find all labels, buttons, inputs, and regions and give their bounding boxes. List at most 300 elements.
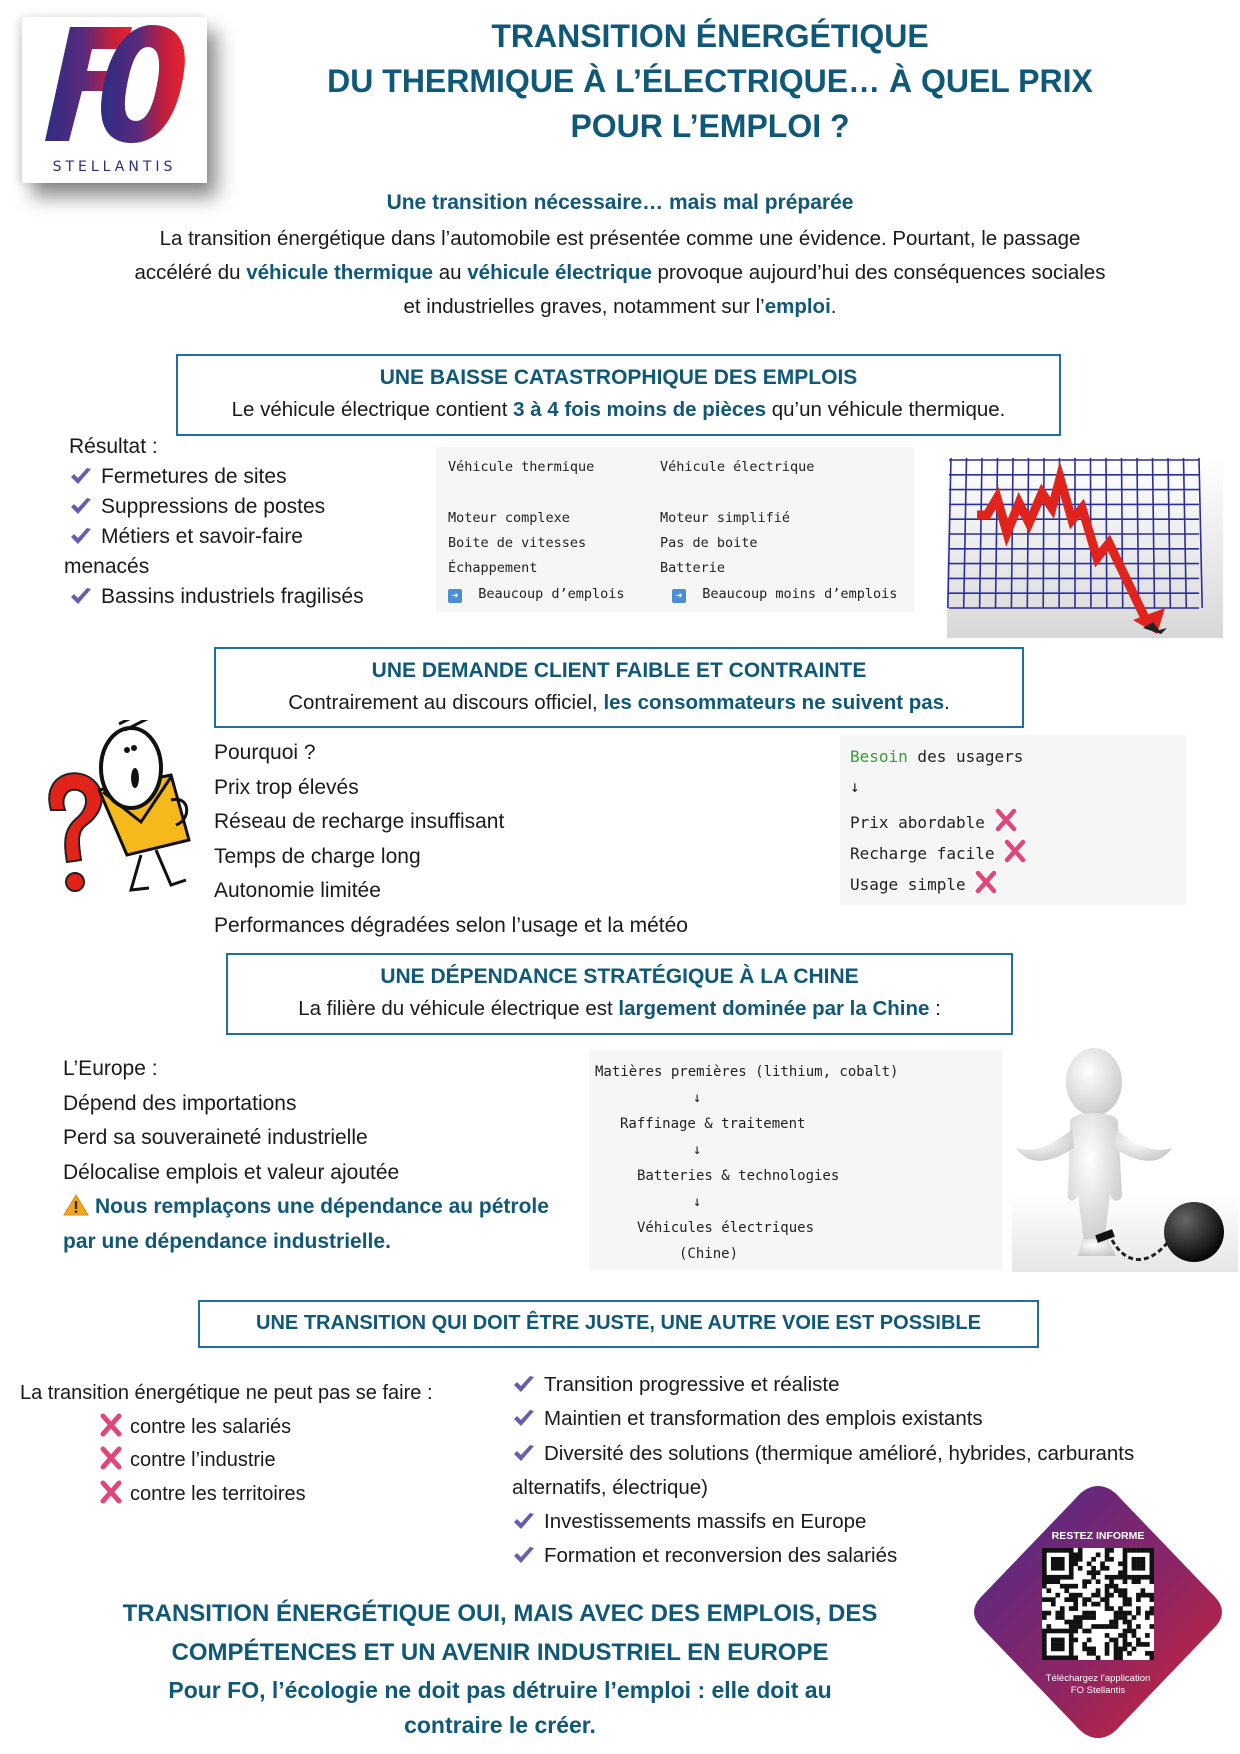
reasons-item: Autonomie limitée [214, 879, 381, 902]
qr-module [1105, 1575, 1110, 1580]
qr-module [1105, 1588, 1110, 1593]
qr-module [1096, 1602, 1101, 1607]
qr-module [1150, 1597, 1154, 1602]
qr-module [1150, 1606, 1154, 1611]
qr-module [1096, 1593, 1101, 1598]
qr-module [1118, 1651, 1123, 1656]
results-label: Résultat : [69, 435, 158, 458]
qr-module [1046, 1548, 1051, 1553]
qr-module [1114, 1651, 1119, 1656]
qr-module [1123, 1597, 1128, 1602]
qr-module [1064, 1620, 1069, 1625]
qr-module [1118, 1561, 1123, 1566]
qr-module [1055, 1575, 1060, 1580]
qr-module [1105, 1642, 1110, 1647]
qr-module [1051, 1579, 1056, 1584]
europe-item: Perd sa souveraineté industrielle [63, 1126, 368, 1149]
qr-module [1055, 1561, 1060, 1566]
qr-module [1051, 1642, 1056, 1647]
qr-module [1055, 1642, 1060, 1647]
qr-module [1105, 1633, 1110, 1638]
qr-module [1073, 1552, 1078, 1557]
highlight-fewer-parts: 3 à 4 fois moins de pièces [513, 398, 767, 421]
qr-module [1064, 1629, 1069, 1634]
qr-module [1114, 1584, 1119, 1589]
qr-module [1132, 1633, 1137, 1638]
qr-module [1123, 1629, 1128, 1634]
qr-module [1118, 1611, 1123, 1616]
qr-module [1127, 1629, 1132, 1634]
against-item [20, 1444, 500, 1478]
qr-module [1114, 1656, 1119, 1660]
qr-module [1069, 1593, 1074, 1598]
qr-module [1105, 1557, 1110, 1562]
qr-module [1087, 1561, 1092, 1566]
qr-module [1069, 1656, 1074, 1660]
qr-module [1141, 1575, 1146, 1580]
reasons-item: Temps de charge long [214, 844, 421, 868]
chain-step: Batteries & technologies [637, 1168, 840, 1184]
section-just-transition-heading: UNE TRANSITION QUI DOIT ÊTRE JUSTE, UNE AUTRE VOIE EST POSSIBLE [256, 1312, 981, 1334]
qr-module [1069, 1647, 1074, 1652]
comparison-col1-item: Boite de vitesses [448, 535, 587, 551]
qr-module [1069, 1548, 1074, 1553]
qr-module [1042, 1642, 1047, 1647]
qr-module [1064, 1548, 1069, 1553]
comparison-col2-item: Moteur simplifié [660, 510, 791, 526]
qr-module [1123, 1633, 1128, 1638]
qr-module [1096, 1624, 1101, 1629]
qr-module [1069, 1642, 1074, 1647]
qr-module [1055, 1638, 1060, 1643]
qr-module [1051, 1557, 1056, 1562]
qr-module [1118, 1647, 1123, 1652]
qr-module [1150, 1611, 1154, 1616]
qr-module [1055, 1611, 1060, 1616]
qr-module [1082, 1579, 1087, 1584]
sub-text: qu’un véhicule thermique. [766, 398, 1006, 421]
qr-module [1060, 1647, 1065, 1652]
qr-module [1145, 1575, 1150, 1580]
reasons-item: Performances dégradées selon l’usage et la météo [214, 913, 688, 937]
qr-module [1136, 1593, 1141, 1598]
qr-module [1118, 1633, 1123, 1638]
qr-module [1114, 1615, 1119, 1620]
qr-module [1078, 1615, 1083, 1620]
qr-module [1109, 1593, 1114, 1598]
qr-module [1042, 1656, 1047, 1660]
qr-module [1064, 1575, 1069, 1580]
qr-module [1064, 1656, 1069, 1660]
qr-module [1118, 1575, 1123, 1580]
qr-module [1109, 1548, 1114, 1553]
intro-line-2 [60, 256, 1180, 290]
qr-module [1150, 1651, 1154, 1656]
qr-module [1141, 1642, 1146, 1647]
qr-code-icon[interactable] [1042, 1548, 1154, 1660]
qr-module [1105, 1584, 1110, 1589]
qr-module [1060, 1611, 1065, 1616]
qr-module [1042, 1566, 1047, 1571]
qr-module [1073, 1602, 1078, 1607]
qr-module [1127, 1602, 1132, 1607]
arrow-down-icon: ↓ [693, 1194, 702, 1210]
qr-module [1136, 1548, 1141, 1553]
qr-module [1105, 1647, 1110, 1652]
checkmark-icon [512, 1511, 536, 1531]
qr-module [1087, 1570, 1092, 1575]
qr-module [1100, 1624, 1105, 1629]
qr-module [1042, 1584, 1047, 1589]
comparison-col1-result [448, 586, 625, 603]
closing-line-2: COMPÉTENCES ET UN AVENIR INDUSTRIEL EN EUROPE [171, 1639, 829, 1666]
qr-module [1105, 1597, 1110, 1602]
arrow-down-icon: ↓ [693, 1142, 702, 1158]
qr-module [1055, 1548, 1060, 1553]
qr-module [1123, 1647, 1128, 1652]
closing-line-3: Pour FO, l’écologie ne doit pas détruire l’emploi : elle doit au [168, 1677, 832, 1703]
qr-module [1087, 1638, 1092, 1643]
solution-text: Investissements massifs en Europe [544, 1510, 867, 1534]
qr-module [1042, 1651, 1047, 1656]
qr-module [1114, 1647, 1119, 1652]
sub-text: La filière du véhicule électrique est [298, 997, 619, 1020]
qr-module [1127, 1620, 1132, 1625]
qr-module [1042, 1615, 1047, 1620]
qr-module [1091, 1611, 1096, 1616]
qr-module [1073, 1624, 1078, 1629]
reasons-item: Réseau de recharge insuffisant [214, 810, 505, 833]
comparison-col2-header: Véhicule électrique [660, 459, 815, 475]
arrow-right-icon: ➜ [672, 589, 686, 603]
results-item [69, 492, 409, 522]
qr-module [1132, 1575, 1137, 1580]
qr-module [1150, 1579, 1154, 1584]
qr-module [1145, 1611, 1150, 1616]
intro-text: . [830, 295, 837, 318]
qr-module [1145, 1593, 1150, 1598]
europe-item: Délocalise emplois et valeur ajoutée [63, 1160, 400, 1184]
qr-module [1150, 1593, 1154, 1598]
arrow-down-icon: ↓ [693, 1090, 702, 1106]
qr-module [1073, 1629, 1078, 1634]
qr-module [1087, 1579, 1092, 1584]
qr-module [1114, 1638, 1119, 1643]
qr-module [1042, 1552, 1047, 1557]
chain-footer: (Chine) [679, 1246, 739, 1262]
sub-text: : [929, 997, 941, 1020]
needs-item [850, 870, 1005, 894]
intro-subtitle: Une transition nécessaire… mais mal préparée [386, 191, 854, 214]
user-needs-block [840, 735, 1186, 905]
qr-module [1082, 1629, 1087, 1634]
qr-module [1051, 1638, 1056, 1643]
results-item-text: Fermetures de sites [101, 465, 287, 488]
page-title-line-3: POUR L’EMPLOI ? [570, 108, 850, 144]
checkmark-icon [512, 1374, 536, 1394]
solution-item [512, 1368, 1232, 1402]
qr-module [1082, 1597, 1087, 1602]
warning-text: Nous remplaçons une dépendance au pétrole [95, 1195, 549, 1218]
qr-module [1136, 1597, 1141, 1602]
results-item [69, 582, 409, 612]
qr-module [1069, 1552, 1074, 1557]
qr-module [1105, 1593, 1110, 1598]
qr-module [1042, 1633, 1047, 1638]
intro-line-3 [60, 290, 1180, 324]
qr-module [1055, 1615, 1060, 1620]
needs-item-text: Usage simple [850, 875, 966, 894]
qr-module [1069, 1629, 1074, 1634]
cross-icon [1004, 839, 1026, 863]
qr-module [1087, 1611, 1092, 1616]
comparison-col1-item: Moteur complexe [448, 510, 570, 526]
europe-item: Dépend des importations [63, 1091, 297, 1115]
grid-line [1106, 458, 1107, 608]
qr-module [1060, 1656, 1065, 1660]
checkmark-icon [69, 526, 93, 546]
qr-module [1114, 1575, 1119, 1580]
solution-text: Transition progressive et réaliste [544, 1373, 840, 1396]
qr-module [1060, 1615, 1065, 1620]
qr-module [1109, 1557, 1114, 1562]
qr-module [1069, 1570, 1074, 1575]
qr-module [1091, 1651, 1096, 1656]
qr-module [1091, 1557, 1096, 1562]
qr-module [1073, 1593, 1078, 1598]
qr-module [1109, 1638, 1114, 1643]
qr-module [1132, 1561, 1137, 1566]
comparison-col2-item: Pas de boite [660, 535, 758, 551]
qr-module [1042, 1597, 1047, 1602]
closing-line-1: TRANSITION ÉNERGÉTIQUE OUI, MAIS AVEC DES EMPLOIS, DES [122, 1600, 878, 1627]
qr-module [1046, 1575, 1051, 1580]
qr-module [1082, 1615, 1087, 1620]
qr-module [1042, 1647, 1047, 1652]
qr-module [1073, 1638, 1078, 1643]
checkmark-icon [512, 1443, 536, 1463]
qr-module [1150, 1552, 1154, 1557]
qr-module [1100, 1566, 1105, 1571]
section-china-heading: UNE DÉPENDANCE STRATÉGIQUE À LA CHINE [380, 965, 859, 988]
qr-module [1042, 1548, 1047, 1553]
qr-module [1105, 1602, 1110, 1607]
qr-module [1096, 1579, 1101, 1584]
qr-module [1087, 1651, 1092, 1656]
against-item-text: contre les salariés [130, 1415, 292, 1438]
qr-module [1055, 1593, 1060, 1598]
needs-header-text: des usagers [907, 747, 1024, 766]
result-text: Beaucoup d’emplois [478, 586, 625, 602]
qr-module [1042, 1629, 1047, 1634]
qr-module [1060, 1548, 1065, 1553]
qr-module [1109, 1584, 1114, 1589]
qr-module [1087, 1615, 1092, 1620]
sub-text: . [944, 691, 950, 714]
qr-module [1091, 1593, 1096, 1598]
qr-module [1109, 1606, 1114, 1611]
results-item-text: Suppressions de postes [101, 495, 326, 518]
qr-module [1100, 1561, 1105, 1566]
qr-module [1141, 1588, 1146, 1593]
qr-module [1127, 1642, 1132, 1647]
against-item [20, 1478, 500, 1512]
arrow-right-icon: ➜ [448, 589, 462, 603]
qr-module [1150, 1570, 1154, 1575]
qr-module [1127, 1548, 1132, 1553]
qr-module [1060, 1561, 1065, 1566]
cross-icon [100, 1480, 122, 1504]
qr-module [1132, 1629, 1137, 1634]
qr-module [1069, 1566, 1074, 1571]
qr-module [1132, 1548, 1137, 1553]
qr-module [1073, 1606, 1078, 1611]
supply-chain-block [589, 1050, 1002, 1270]
closing-message [60, 1673, 940, 1743]
qr-badge-title: RESTEZ INFORME [1051, 1530, 1145, 1542]
qr-module [1078, 1620, 1083, 1625]
qr-module [1150, 1656, 1154, 1660]
qr-module [1042, 1611, 1047, 1616]
section-jobs-decline-heading: UNE BAISSE CATASTROPHIQUE DES EMPLOIS [379, 366, 858, 389]
needs-item-text: Prix abordable [850, 813, 985, 832]
qr-module [1069, 1620, 1074, 1625]
qr-module [1082, 1611, 1087, 1616]
qr-module [1141, 1548, 1146, 1553]
qr-module [1055, 1647, 1060, 1652]
qr-module [1123, 1579, 1128, 1584]
fo-stellantis-logo [22, 17, 207, 183]
reasons-list [214, 736, 774, 943]
qr-module [1105, 1552, 1110, 1557]
qr-module [1145, 1651, 1150, 1656]
qr-module [1109, 1579, 1114, 1584]
qr-badge[interactable] [966, 1480, 1230, 1744]
needs-item [850, 808, 1025, 832]
qr-module [1123, 1602, 1128, 1607]
qr-module [1042, 1638, 1047, 1643]
qr-module [1055, 1656, 1060, 1660]
qr-module [1051, 1575, 1056, 1580]
qr-module [1123, 1552, 1128, 1557]
ball-and-chain-figure-icon [1012, 1044, 1238, 1272]
qr-module [1118, 1570, 1123, 1575]
qr-module [1105, 1624, 1110, 1629]
qr-module [1105, 1566, 1110, 1571]
section-china-box [226, 953, 1013, 1035]
qr-module [1078, 1593, 1083, 1598]
qr-module [1091, 1602, 1096, 1607]
qr-module [1136, 1611, 1141, 1616]
qr-module [1046, 1656, 1051, 1660]
qr-module [1150, 1575, 1154, 1580]
qr-module [1123, 1557, 1128, 1562]
qr-module [1051, 1597, 1056, 1602]
qr-module [1091, 1615, 1096, 1620]
qr-module [1096, 1656, 1101, 1660]
cross-icon [100, 1446, 122, 1470]
qr-module [1109, 1620, 1114, 1625]
cross-icon [995, 808, 1017, 832]
warning-line-2: par une dépendance industrielle. [63, 1229, 391, 1253]
qr-module [1141, 1557, 1146, 1562]
qr-module [1150, 1557, 1154, 1562]
results-item [69, 522, 409, 552]
qr-module [1136, 1606, 1141, 1611]
qr-module [1136, 1579, 1141, 1584]
qr-module [1132, 1647, 1137, 1652]
qr-module [1082, 1642, 1087, 1647]
qr-module [1073, 1656, 1078, 1660]
qr-module [1069, 1606, 1074, 1611]
declining-chart-illustration [947, 458, 1223, 638]
qr-module [1136, 1642, 1141, 1647]
qr-module [1136, 1575, 1141, 1580]
qr-module [1046, 1579, 1051, 1584]
qr-module [1087, 1629, 1092, 1634]
checkmark-icon [69, 496, 93, 516]
qr-module [1145, 1548, 1150, 1553]
qr-caption-line-2: FO Stellantis [1070, 1685, 1126, 1696]
qr-module [1082, 1584, 1087, 1589]
checkmark-icon [512, 1408, 536, 1428]
results-item-text: Métiers et savoir-faire [101, 525, 303, 548]
qr-module [1042, 1557, 1047, 1562]
against-label: La transition énergétique ne peut pas se faire : [20, 1382, 433, 1404]
checkmark-icon [69, 466, 93, 486]
qr-module [1073, 1584, 1078, 1589]
comparison-col2-item: Batterie [660, 560, 726, 576]
qr-module [1073, 1561, 1078, 1566]
qr-module [1145, 1615, 1150, 1620]
qr-module [1127, 1597, 1132, 1602]
qr-module [1069, 1633, 1074, 1638]
qr-module [1150, 1548, 1154, 1553]
qr-module [1136, 1638, 1141, 1643]
intro-paragraph [60, 222, 1180, 324]
qr-module [1060, 1566, 1065, 1571]
solution-item-wrap: alternatifs, électrique) [512, 1475, 708, 1499]
qr-module [1046, 1588, 1051, 1593]
qr-module [1132, 1579, 1137, 1584]
page-title-line-1: TRANSITION ÉNERGÉTIQUE [491, 18, 929, 54]
qr-module [1060, 1642, 1065, 1647]
qr-module [1069, 1597, 1074, 1602]
section-demand-heading: UNE DEMANDE CLIENT FAIBLE ET CONTRAINTE [371, 659, 867, 682]
arrow-down-icon: ↓ [850, 777, 860, 796]
chain-step: Raffinage & traitement [620, 1116, 806, 1132]
qr-module [1069, 1651, 1074, 1656]
qr-module [1073, 1557, 1078, 1562]
warning-icon [63, 1194, 89, 1216]
qr-module [1118, 1606, 1123, 1611]
solution-item [512, 1402, 1232, 1436]
qr-module [1091, 1647, 1096, 1652]
qr-module [1114, 1620, 1119, 1625]
qr-module [1136, 1557, 1141, 1562]
qr-module [1096, 1570, 1101, 1575]
qr-module [1150, 1624, 1154, 1629]
qr-module [1123, 1620, 1128, 1625]
europe-label: L’Europe : [63, 1057, 158, 1080]
qr-module [1051, 1647, 1056, 1652]
qr-module [1132, 1566, 1137, 1571]
cross-icon [975, 870, 997, 894]
qr-caption-line-1: Téléchargez l’application [1045, 1673, 1151, 1684]
result-text: Beaucoup moins d’emplois [702, 586, 898, 602]
intro-line-1: La transition énergétique dans l’automobile est présentée comme une évidence. Pourtant, le passage [159, 227, 1081, 250]
qr-module [1060, 1629, 1065, 1634]
